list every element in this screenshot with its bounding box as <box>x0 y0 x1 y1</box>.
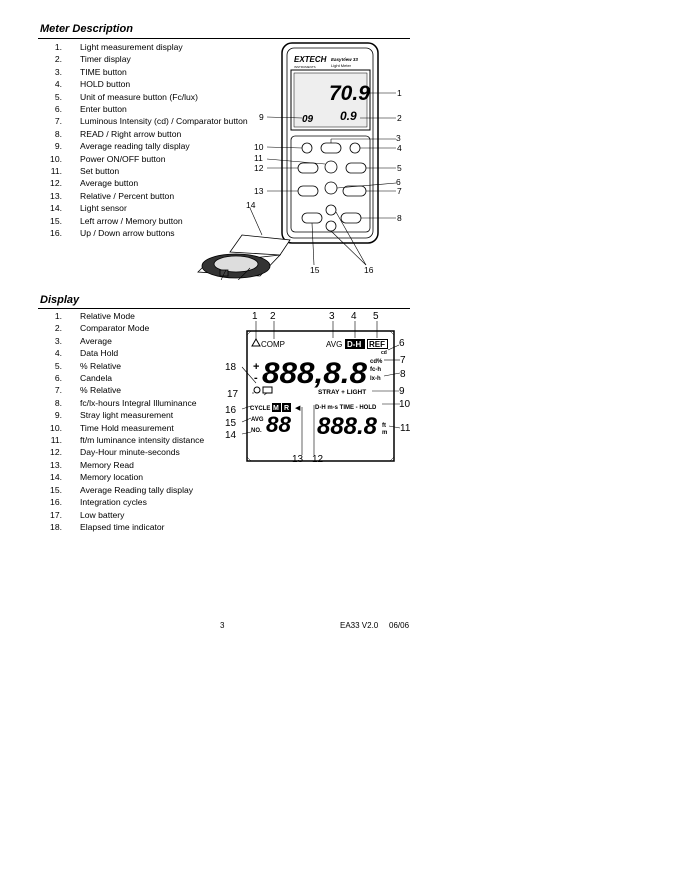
up-button[interactable] <box>326 205 336 215</box>
item-number: 6. <box>54 373 62 384</box>
item-number: 10. <box>50 422 62 433</box>
item-text: Candela <box>80 373 113 384</box>
cycle-label: CYCLE <box>250 406 271 412</box>
page-number: 3 <box>220 621 225 630</box>
list-item <box>38 521 204 533</box>
item-text: Light measurement display <box>80 42 183 52</box>
figure-label: 12 <box>312 454 324 465</box>
item-number: 13. <box>50 190 62 201</box>
item-text: READ / Right arrow button <box>80 128 182 139</box>
item-text: HOLD button <box>80 79 131 90</box>
figure-label: 8 <box>397 213 402 223</box>
list-item <box>38 322 204 334</box>
figure-label: 3 <box>396 133 401 143</box>
brand-logo: EXTECH <box>294 55 327 64</box>
item-text: Average Reading tally display <box>80 484 194 495</box>
list-item <box>38 310 204 322</box>
item-text: Power ON/OFF button <box>80 153 166 164</box>
figure-label: 7 <box>400 355 406 366</box>
figure-label: 15 <box>310 265 320 275</box>
item-number: 14. <box>50 203 62 214</box>
figure-label: ft <box>382 423 386 429</box>
meter-figure <box>190 40 415 280</box>
figure-label: 13 <box>254 186 264 196</box>
item-number: 18. <box>50 521 62 532</box>
item-text: Memory location <box>80 472 144 483</box>
item-text: Average button <box>80 178 139 189</box>
list-item <box>38 372 204 384</box>
figure-label: 3 <box>329 311 335 322</box>
item-text: Integration cycles <box>80 497 147 508</box>
figure-label: 1 <box>397 88 402 98</box>
item-text: Data Hold <box>80 348 119 359</box>
figure-label: 4 <box>397 143 402 153</box>
doc-version: EA33 V2.0 <box>340 621 379 630</box>
item-number: 16. <box>50 228 62 239</box>
item-number: 2. <box>54 54 62 65</box>
pct-label: cd% <box>370 359 383 365</box>
item-number: 17. <box>50 509 62 520</box>
figure-label: 2 <box>397 113 402 123</box>
figure-label: M <box>273 405 279 412</box>
item-text: Comparator Mode <box>80 323 150 334</box>
item-number: 10. <box>50 153 62 164</box>
average-button[interactable] <box>298 163 318 173</box>
item-number: 11. <box>50 435 62 446</box>
item-number: 8. <box>54 397 62 408</box>
figure-label: 1 <box>252 311 258 322</box>
item-number: 7. <box>54 116 62 127</box>
list-item <box>38 484 204 496</box>
figure-label: 13 <box>292 454 304 465</box>
item-number: 12. <box>50 178 62 189</box>
item-number: 2. <box>54 323 62 334</box>
lcd-figure <box>222 305 417 470</box>
heading-rule <box>38 38 410 39</box>
item-text: Left arrow / Memory button <box>80 215 183 226</box>
item-number: 15. <box>50 484 62 495</box>
comp-label: COMP <box>261 340 285 349</box>
hold-button[interactable] <box>350 143 360 153</box>
doc-date: 06/06 <box>389 621 410 630</box>
item-number: 5. <box>54 360 62 371</box>
figure-label: 14 <box>246 200 256 210</box>
item-text: Elapsed time indicator <box>80 521 165 532</box>
item-number: 4. <box>54 79 62 90</box>
item-number: 5. <box>54 91 62 102</box>
list-item <box>38 434 204 446</box>
item-text: % Relative <box>80 385 122 396</box>
item-text: Up / Down arrow buttons <box>80 228 175 239</box>
figure-label: 18 <box>225 362 237 373</box>
figure-label: INSTRUMENTS <box>294 65 316 69</box>
item-number: 13. <box>50 459 62 470</box>
item-text: Memory Read <box>80 459 134 470</box>
lxh-label: lx-h <box>370 376 381 382</box>
figure-label: 8 <box>400 369 406 380</box>
avg-label: AVG <box>326 340 343 349</box>
memory-button[interactable] <box>302 213 322 223</box>
figure-label: 6 <box>396 177 401 187</box>
item-number: 1. <box>54 311 62 321</box>
display-heading: Display <box>40 294 80 306</box>
figure-label: 11 <box>400 423 411 434</box>
item-text: Day-Hour minute-seconds <box>80 447 180 458</box>
item-number: 16. <box>50 497 62 508</box>
read-button[interactable] <box>341 213 361 223</box>
list-item <box>38 509 204 521</box>
item-number: 7. <box>54 385 62 396</box>
item-number: 3. <box>54 66 62 77</box>
small-digits: 888.8 <box>317 413 378 440</box>
svg-text:-: - <box>254 372 258 384</box>
avg-small-label: AVG <box>251 417 264 423</box>
model-name: EasyView 33 <box>331 57 358 62</box>
relative-button[interactable] <box>298 186 318 196</box>
item-text: Light sensor <box>80 203 127 214</box>
item-text: TIME button <box>80 66 127 77</box>
sub-reading: 0.9 <box>340 109 357 123</box>
list-item <box>38 446 204 458</box>
figure-label: 11 <box>254 153 263 163</box>
figure-label: 9 <box>399 386 405 397</box>
item-number: 12. <box>50 447 62 458</box>
meter-description-heading: Meter Description <box>40 23 133 35</box>
list-item <box>38 360 204 372</box>
figure-label: 15 <box>225 418 237 429</box>
no-label: NO. <box>251 428 262 434</box>
list-item <box>38 409 204 421</box>
figure-label: Light Meter <box>331 63 352 68</box>
down-button[interactable] <box>326 221 336 231</box>
figure-label: 5 <box>373 311 379 322</box>
time-hold-label: D-H m-s TIME - HOLD <box>315 405 377 411</box>
figure-label: 10 <box>399 399 411 410</box>
item-text: fc/lx-hours Integral Illuminance <box>80 397 197 408</box>
item-text: Enter button <box>80 104 127 115</box>
set-button[interactable] <box>325 161 337 173</box>
list-item <box>38 422 204 434</box>
ref-label: REF <box>369 340 385 349</box>
figure-label: 16 <box>225 405 237 416</box>
enter-button[interactable] <box>325 182 337 194</box>
item-number: 6. <box>54 104 62 115</box>
item-text: Average reading tally display <box>80 141 190 152</box>
item-text: Average <box>80 335 112 346</box>
power-button[interactable] <box>302 143 312 153</box>
item-number: 3. <box>54 335 62 346</box>
list-item <box>38 397 204 409</box>
item-text: Relative Mode <box>80 311 135 321</box>
item-text: % Relative <box>80 360 122 371</box>
figure-label: m <box>382 430 388 436</box>
figure-label: 17 <box>227 389 239 400</box>
svg-text:+: + <box>253 361 260 373</box>
figure-label: 12 <box>254 163 264 173</box>
figure-label: 4 <box>351 311 357 322</box>
main-digits: 888,8.8 <box>262 357 368 390</box>
list-item <box>38 471 204 483</box>
item-number: 15. <box>50 215 62 226</box>
item-text: Unit of measure button (Fc/lux) <box>80 91 198 102</box>
list-item <box>38 347 204 359</box>
figure-label: 16 <box>364 265 374 275</box>
item-text: Set button <box>80 166 120 177</box>
item-text: Time Hold measurement <box>80 422 174 433</box>
main-reading: 70.9 <box>329 82 370 105</box>
figure-label: R <box>284 405 290 412</box>
time-button[interactable] <box>321 143 341 153</box>
item-number: 4. <box>54 348 62 359</box>
item-text: Luminous Intensity (cd) / Comparator button <box>80 116 248 127</box>
fch-label: fc-h <box>370 367 381 373</box>
figure-label: 6 <box>399 338 405 349</box>
list-item <box>38 459 204 471</box>
display-list <box>38 310 204 533</box>
cd-label: cd <box>381 350 387 356</box>
item-number: 1. <box>54 42 62 52</box>
figure-label: 9 <box>259 112 264 122</box>
tally-reading: 09 <box>302 114 314 125</box>
list-item <box>38 335 204 347</box>
svg-text:◀: ◀ <box>295 405 301 412</box>
list-item <box>38 384 204 396</box>
item-number: 9. <box>54 141 62 152</box>
item-text: Timer display <box>80 54 131 65</box>
unit-button[interactable] <box>346 163 366 173</box>
item-number: 8. <box>54 128 62 139</box>
item-text: Relative / Percent button <box>80 190 175 201</box>
list-item <box>38 496 204 508</box>
item-number: 14. <box>50 472 62 483</box>
item-text: Stray light measurement <box>80 410 174 421</box>
item-text: ft/m luminance intensity distance <box>80 435 205 446</box>
figure-label: 2 <box>270 311 276 322</box>
stray-label: STRAY + LIGHT <box>318 389 367 396</box>
figure-label: 14 <box>225 430 237 441</box>
figure-label: 5 <box>397 163 402 173</box>
dh-label: D-H <box>347 340 362 349</box>
tally-digits: 88 <box>266 412 292 437</box>
item-text: Low battery <box>80 509 125 520</box>
item-number: 11. <box>50 166 62 177</box>
figure-label: 10 <box>254 142 264 152</box>
figure-label: 7 <box>397 186 402 196</box>
item-number: 9. <box>54 410 62 421</box>
